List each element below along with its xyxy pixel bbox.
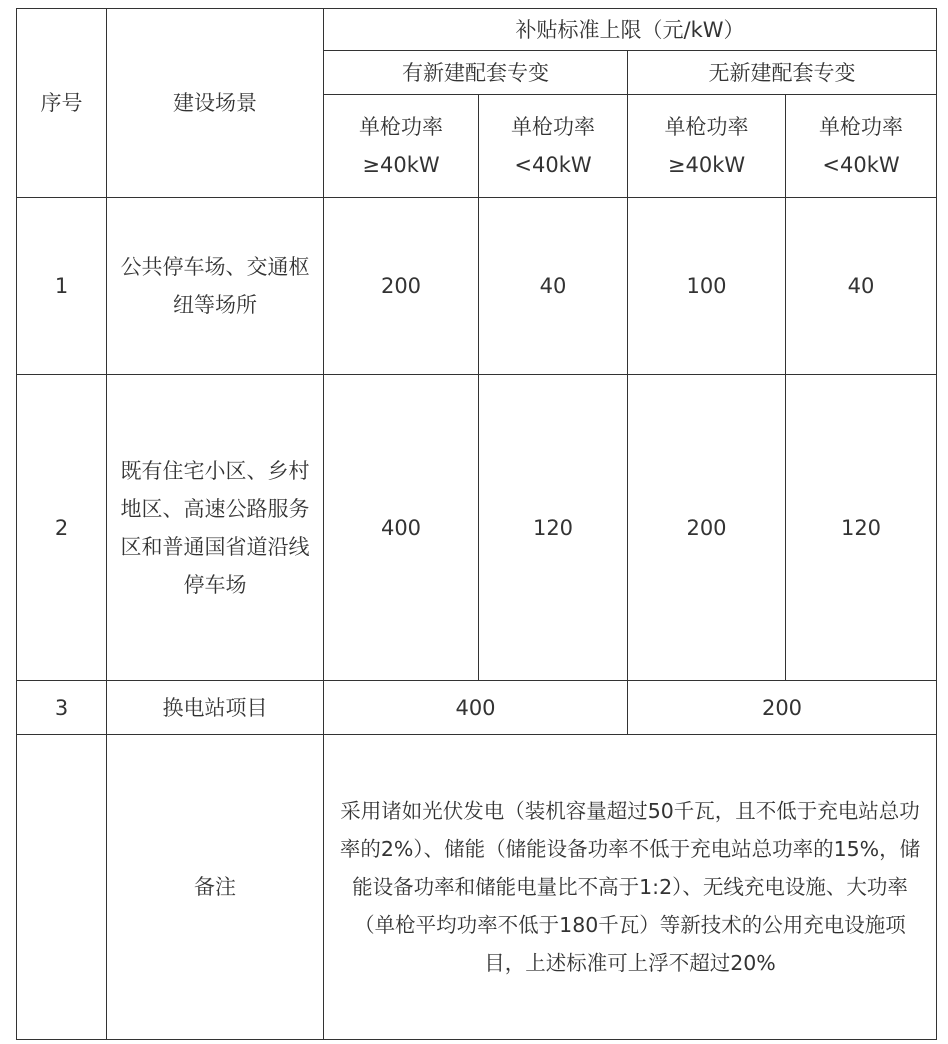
row-scene: 换电站项目 [107,681,324,735]
table-row [17,198,937,375]
row-scene: 既有住宅小区、乡村地区、高速公路服务区和普通国省道沿线停车场 [107,375,324,681]
value-without-ge: 100 [628,198,786,375]
row-no: 1 [17,198,107,375]
row-scene: 公共停车场、交通枢纽等场所 [107,198,324,375]
note-no-empty [17,735,107,1040]
power-ge: ≥40kW [667,153,746,177]
note-text: 采用诸如光伏发电（装机容量超过50千瓦，且不低于充电站总功率的2%）、储能（储能设备功率不低于充电站总功率的15%，储能设备功率和储能电量比不高于1:2）、无线充电设施、大功率（单枪平均功率不低于180千瓦）等新技术的公用充电设施项目，上述标准可上浮不超过20% [324,735,937,1040]
note-label: 备注 [107,735,324,1040]
note-row [17,735,937,1040]
power-lt: <40kW [514,153,592,177]
header-power-lt-with [479,95,628,198]
header-row-1 [17,9,937,51]
power-label: 单枪功率 [819,115,903,139]
power-lt: <40kW [822,153,900,177]
row-no: 3 [17,681,107,735]
header-scene: 建设场景 [107,9,324,198]
row-no: 2 [17,375,107,681]
table-row [17,681,937,735]
value-with-lt: 120 [479,375,628,681]
header-power-ge-with [324,95,479,198]
subsidy-table [16,8,937,1040]
power-label: 单枪功率 [664,115,749,139]
header-with-transformer: 有新建配套专变 [324,51,628,95]
header-power-ge-without [628,95,786,198]
value-without-lt: 120 [786,375,937,681]
value-with-lt: 40 [479,198,628,375]
table-row [17,375,937,681]
header-no: 序号 [17,9,107,198]
value-with-ge: 200 [324,198,479,375]
value-without-ge: 200 [628,375,786,681]
header-subsidy-limit: 补贴标准上限（元/kW） [324,9,937,51]
power-label: 单枪功率 [511,115,595,139]
header-power-lt-without [786,95,937,198]
header-without-transformer: 无新建配套专变 [628,51,937,95]
value-without: 200 [628,681,937,735]
value-without-lt: 40 [786,198,937,375]
power-label: 单枪功率 [359,115,443,139]
value-with: 400 [324,681,628,735]
power-ge: ≥40kW [362,153,440,177]
value-with-ge: 400 [324,375,479,681]
